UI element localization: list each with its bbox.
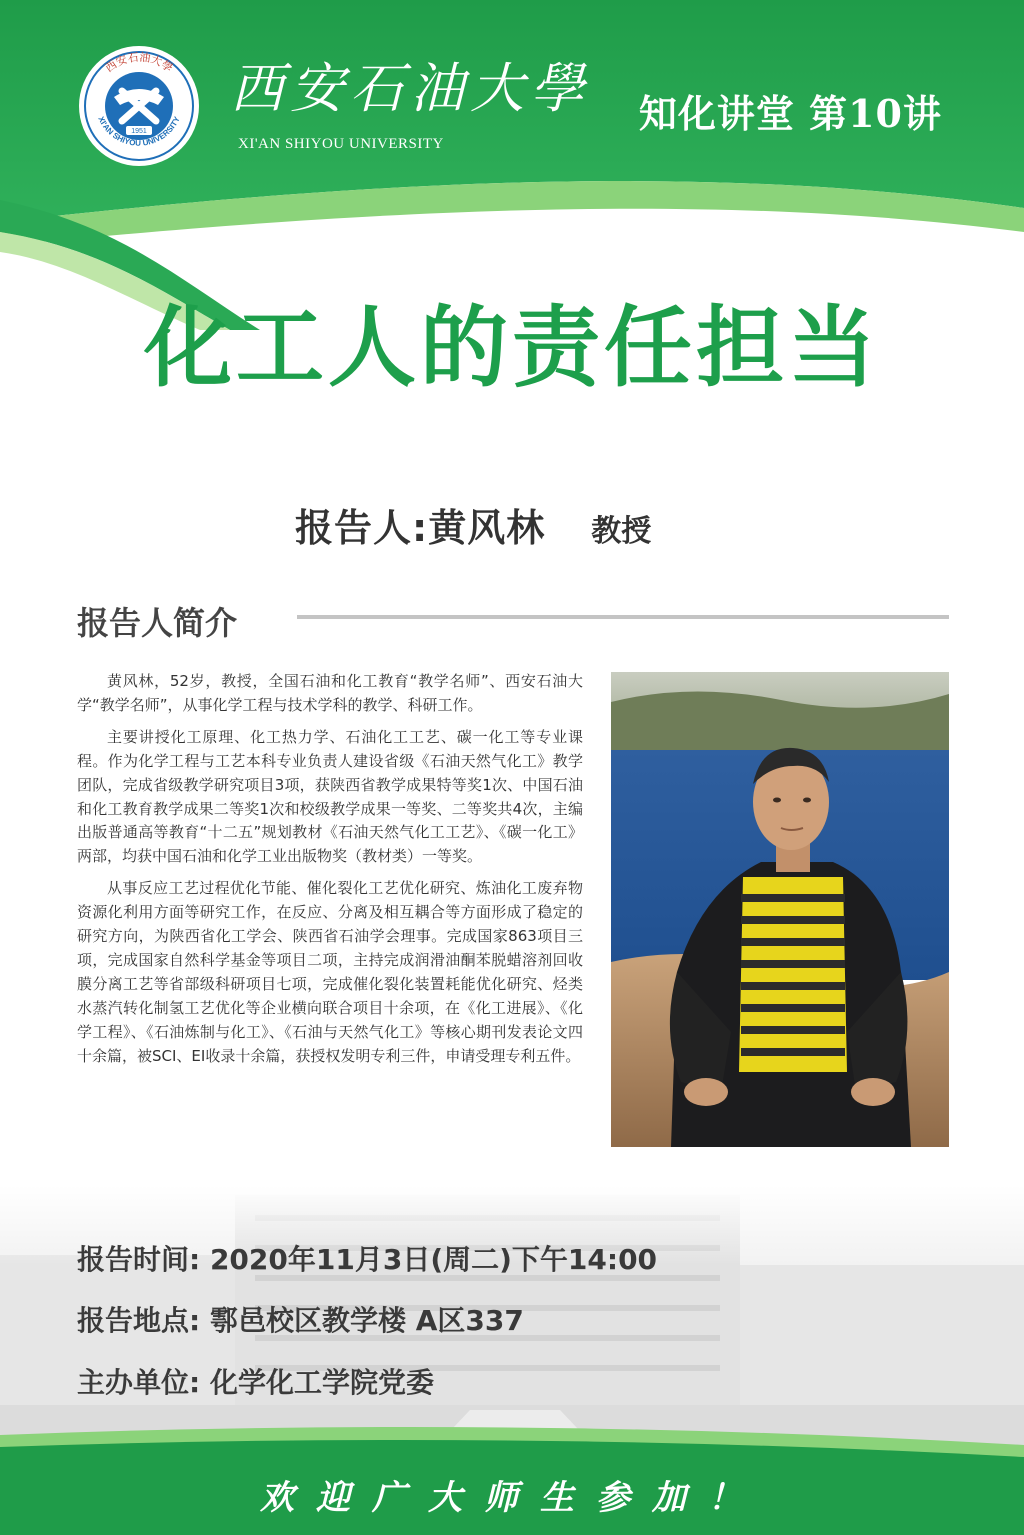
section-divider: [297, 615, 949, 619]
university-name-en: XI'AN SHIYOU UNIVERSITY: [238, 136, 444, 152]
bio-paragraph: 从事反应工艺过程优化节能、催化裂化工艺优化研究、炼油化工废弃物资源化利用方面等研究工作，在反应、分离及相互耦合等方面形成了稳定的研究方向，为陕西省化工学会、陕西省石油学会理事。完成国家863项目三项，完成国家自然科学基金等项目二项，主持完成润滑油酮苯脱蜡溶剂回收膜分离工艺等省部级科研项目七项，完成催化裂化装置耗能优化研究、烃类水蒸汽转化制氢工艺优化等企业横向联合项目十余项，在《化工进展》、《化学工程》、《石油炼制与化工》、《石油与天然气化工》等核心期刊发表论文四十余篇，被SCI、EI收录十余篇，获授权发明专利三件，申请受理专利五件。: [77, 879, 583, 1065]
bio-heading: 报告人简介: [77, 604, 238, 642]
lecture-location: 报告地点: 鄠邑校区教学楼 A区337: [77, 1304, 524, 1337]
speaker-name: 报告人:黄风林: [295, 506, 546, 550]
footer-welcome: 欢迎广大师生参加！: [260, 1478, 764, 1518]
logo-ring-text-en: XI'AN SHIYOU UNIVERSITY: [96, 115, 182, 148]
lecture-series-tag: 知化讲堂 第10讲: [638, 91, 942, 136]
speaker-photo: [611, 672, 949, 1147]
speaker-line: [295, 497, 651, 552]
speaker-title: 教授: [591, 514, 652, 549]
lecture-organizer: 主办单位: 化学化工学院党委: [77, 1366, 434, 1399]
speaker-bio: [77, 670, 583, 1077]
lecture-title: 化工人的责任担当: [143, 295, 880, 399]
lecture-time: 报告时间: 2020年11月3日(周二)下午14:00: [77, 1243, 658, 1276]
bio-paragraph: 黄风林，52岁，教授，全国石油和化工教育“教学名师”、西安石油大学“教学名师”，从事化学工程与技术学科的教学、科研工作。: [77, 672, 583, 714]
logo-ring-text-cn: 西安石油大學: [102, 50, 176, 75]
bio-paragraph: 主要讲授化工原理、化工热力学、石油化工工艺、碳一化工等专业课程。作为化学工程与工艺本科专业负责人建设省级《石油天然气化工》教学团队，完成省级教学研究项目3项，获陕西省教学成果特等奖1次、中国石油和化工教育教学成果二等奖1次和校级教学成果一等奖、二等奖共4次，主编出版普通高等教育“十二五”规划教材《石油天然气化工工艺》、《碳一化工》两部，均获中国石油和化学工业出版物奖（教材类）一等奖。: [77, 727, 583, 866]
university-name-cn: 西安石油大學: [230, 57, 590, 120]
logo-year: 1951: [131, 128, 147, 135]
university-logo: [78, 45, 200, 167]
